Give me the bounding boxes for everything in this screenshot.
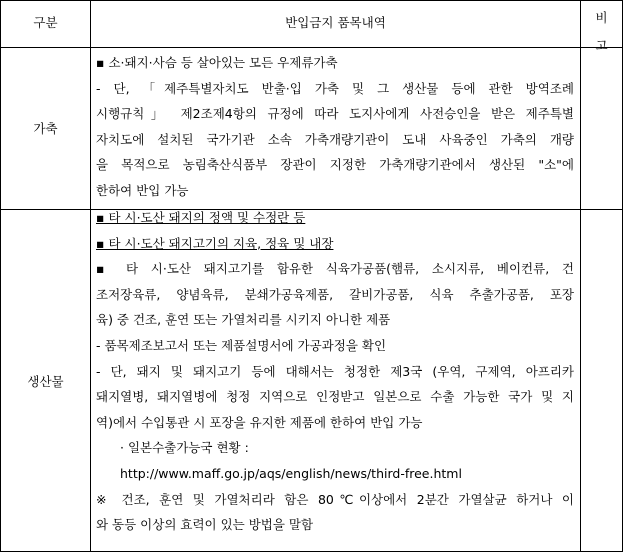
- item-line: ▪ 타 시·도산 돼지고기를 함유한 식육가공품(햄류, 소시지류, 베이컨류, 건: [96, 261, 574, 277]
- item-line: 시행규칙」 제2조제4항의 규정에 따라 도지사에게 사전승인을 받은 제주특별: [96, 106, 574, 121]
- item-line: · 일본수출가능국 현황 :: [120, 440, 249, 456]
- column-divider-2: [580, 0, 581, 552]
- item-line: 역)에서 수입통관 시 포장을 유지한 제품에 한하여 반입 가능: [96, 414, 423, 430]
- item-line: ▪ 소·돼지·사슴 등 살아있는 모든 우제류가축: [96, 55, 338, 70]
- header-note-part-1: 비: [595, 10, 608, 25]
- table-border-top: [0, 0, 623, 1]
- row-divider-header: [0, 47, 623, 48]
- item-line: - 품목제조보고서 또는 제품설명서에 가공과정을 확인: [96, 338, 387, 353]
- item-line: 조저장육류, 양념육류, 분쇄가공육제품, 갈비가공품, 식육 추출가공품, 포장: [96, 286, 574, 302]
- item-line: - 단, 돼지 및 돼지고기 등에 대해서는 청정한 제3국 (우역, 구제역, 아프리카: [96, 363, 574, 379]
- row-category-products: 생산물: [27, 374, 64, 389]
- item-line: ▪ 타 시·도산 돼지고기의 지육, 정육 및 내장: [96, 235, 334, 251]
- row-divider-1: [0, 209, 623, 210]
- item-line: ※ 건조, 훈연 및 가열처리라 함은 80℃이상에서 2분간 가열살균 하거나 이: [96, 491, 574, 507]
- item-line: 을 목적으로 농림축산식품부 장관이 지정한 가축개량기관에서 생산된 "소"에: [96, 157, 574, 172]
- header-note: [581, 4, 622, 60]
- header-note-part-2: 고: [595, 38, 608, 53]
- item-line: ▪ 타 시·도산 돼지의 정액 및 수정란 등: [96, 210, 306, 225]
- row-category-livestock: 가축: [33, 121, 58, 136]
- item-line: - 단, 「제주특별자치도 반출·입 가축 및 그 생산물 등에 관한 방역조례: [96, 80, 574, 96]
- header-items: 반입금지 품목내역: [285, 15, 386, 30]
- column-divider-1: [90, 0, 91, 552]
- item-line: 육) 중 건조, 훈연 또는 가열처리를 시키지 아니한 제품: [96, 312, 391, 328]
- table-border-left: [0, 0, 1, 552]
- item-line: 돼지열병, 돼지열병에 청정 지역으로 인정받고 일본으로 수출 가능한 국가 및 지: [96, 389, 574, 405]
- item-line: 자치도에 설치된 국가기관 소속 가축개량기관이 도내 사육중인 가축의 개량: [96, 131, 574, 147]
- header-category: 구분: [33, 15, 58, 30]
- item-line: 한하여 반입 가능: [96, 182, 189, 198]
- item-line: 와 동등 이상의 효력이 있는 방법을 말함: [96, 517, 314, 533]
- item-line: http://www.maff.go.jp/aqs/english/news/third-free.html: [120, 466, 462, 481]
